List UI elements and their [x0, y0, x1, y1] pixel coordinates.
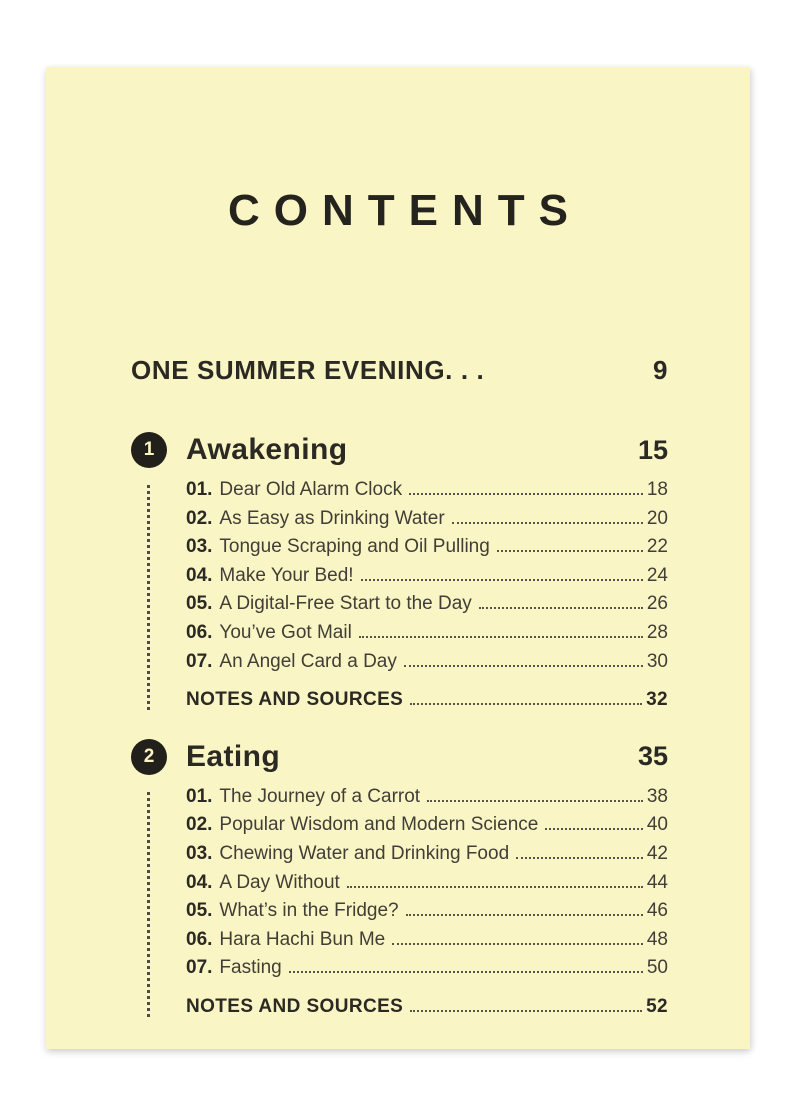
item-title: Popular Wisdom and Modern Science — [219, 814, 539, 836]
item-title: An Angel Card a Day — [219, 650, 397, 672]
item-title: What’s in the Fridge? — [219, 900, 399, 922]
item-page-number: 44 — [646, 871, 668, 893]
item-number: 06. — [186, 928, 213, 950]
item-title: As Easy as Drinking Water — [219, 507, 445, 529]
intro-page-number: 9 — [652, 355, 668, 385]
item-number: 03. — [186, 842, 213, 864]
dot-leader — [497, 550, 643, 552]
item-page-number: 24 — [646, 564, 668, 586]
toc-item — [186, 651, 668, 680]
item-page-number: 30 — [646, 650, 668, 672]
item-title: A Digital-Free Start to the Day — [219, 593, 472, 615]
item-number: 07. — [186, 957, 213, 979]
item-number: 01. — [186, 785, 213, 807]
dot-leader — [359, 636, 643, 638]
item-number: 05. — [186, 593, 213, 615]
item-title: Dear Old Alarm Clock — [219, 479, 403, 500]
dot-leader — [404, 665, 643, 667]
dot-leader — [409, 493, 643, 495]
intro-entry — [131, 355, 668, 385]
notes-and-sources-row — [186, 689, 668, 718]
toc-item — [186, 872, 668, 901]
item-title: You’ve Got Mail — [219, 621, 352, 643]
chapter-number-badge — [131, 739, 167, 775]
toc-item — [186, 900, 668, 929]
item-title: Hara Hachi Bun Me — [219, 928, 386, 950]
dot-leader — [289, 971, 643, 973]
toc-item — [186, 814, 668, 843]
notes-page-number: 32 — [646, 689, 668, 711]
notes-and-sources-row — [186, 996, 668, 1025]
item-title: Tongue Scraping and Oil Pulling — [219, 536, 490, 558]
item-page-number: 50 — [646, 957, 668, 979]
chapter-number: 2 — [143, 745, 155, 767]
chapter-number-badge — [131, 432, 167, 468]
item-title: A Day Without — [219, 871, 340, 893]
dotted-guide-line — [147, 792, 150, 1017]
toc-item — [186, 479, 668, 508]
intro-label: ONE SUMMER EVENING. . . — [131, 355, 485, 385]
toc-item — [186, 565, 668, 594]
item-page-number: 38 — [646, 785, 668, 807]
item-number: 03. — [186, 536, 213, 558]
item-page-number: 28 — [646, 621, 668, 643]
contents-page — [46, 67, 750, 1049]
dot-leader — [452, 522, 643, 524]
chapter-item-list — [186, 786, 668, 1025]
item-page-number: 48 — [646, 928, 668, 950]
chapter-header — [186, 429, 668, 471]
item-number: 01. — [186, 479, 213, 500]
item-number: 04. — [186, 564, 213, 586]
toc-item — [186, 843, 668, 872]
item-number: 04. — [186, 871, 213, 893]
dot-leader — [410, 1010, 642, 1012]
notes-label: NOTES AND SOURCES — [186, 689, 404, 711]
dot-leader — [347, 886, 643, 888]
toc-item — [186, 593, 668, 622]
item-number: 07. — [186, 650, 213, 672]
dotted-guide-line — [147, 485, 150, 710]
chapter-awakening — [143, 429, 668, 718]
dot-leader — [410, 703, 642, 705]
chapter-page-number: 15 — [637, 434, 668, 465]
item-number: 02. — [186, 507, 213, 529]
item-title: The Journey of a Carrot — [219, 785, 421, 807]
dot-leader — [545, 828, 643, 830]
item-number: 05. — [186, 900, 213, 922]
item-number: 06. — [186, 621, 213, 643]
item-title: Fasting — [219, 957, 282, 979]
item-number: 02. — [186, 814, 213, 836]
chapter-eating — [143, 736, 668, 1025]
item-page-number: 20 — [646, 507, 668, 529]
notes-label: NOTES AND SOURCES — [186, 995, 404, 1017]
toc-item — [186, 957, 668, 986]
dot-leader — [361, 579, 643, 581]
toc-item — [186, 536, 668, 565]
chapter-title: Eating — [186, 739, 281, 773]
item-page-number: 40 — [646, 814, 668, 836]
dot-leader — [479, 607, 643, 609]
toc-item — [186, 929, 668, 958]
item-page-number: 22 — [646, 536, 668, 558]
toc-item — [186, 622, 668, 651]
item-page-number: 46 — [646, 900, 668, 922]
notes-page-number: 52 — [646, 995, 668, 1017]
item-title: Chewing Water and Drinking Food — [219, 842, 510, 864]
toc-item — [186, 786, 668, 815]
chapter-header — [186, 736, 668, 778]
dot-leader — [392, 943, 643, 945]
chapter-page-number: 35 — [637, 741, 668, 772]
chapter-title: Awakening — [186, 433, 348, 466]
item-page-number: 26 — [646, 593, 668, 615]
page-title: CONTENTS — [228, 186, 582, 235]
dot-leader — [406, 914, 643, 916]
dot-leader — [427, 800, 643, 802]
chapter-number: 1 — [143, 439, 155, 460]
toc-item — [186, 508, 668, 537]
chapter-item-list — [186, 479, 668, 718]
dot-leader — [516, 857, 643, 859]
item-page-number: 18 — [646, 479, 668, 500]
item-page-number: 42 — [646, 842, 668, 864]
item-title: Make Your Bed! — [219, 564, 354, 586]
